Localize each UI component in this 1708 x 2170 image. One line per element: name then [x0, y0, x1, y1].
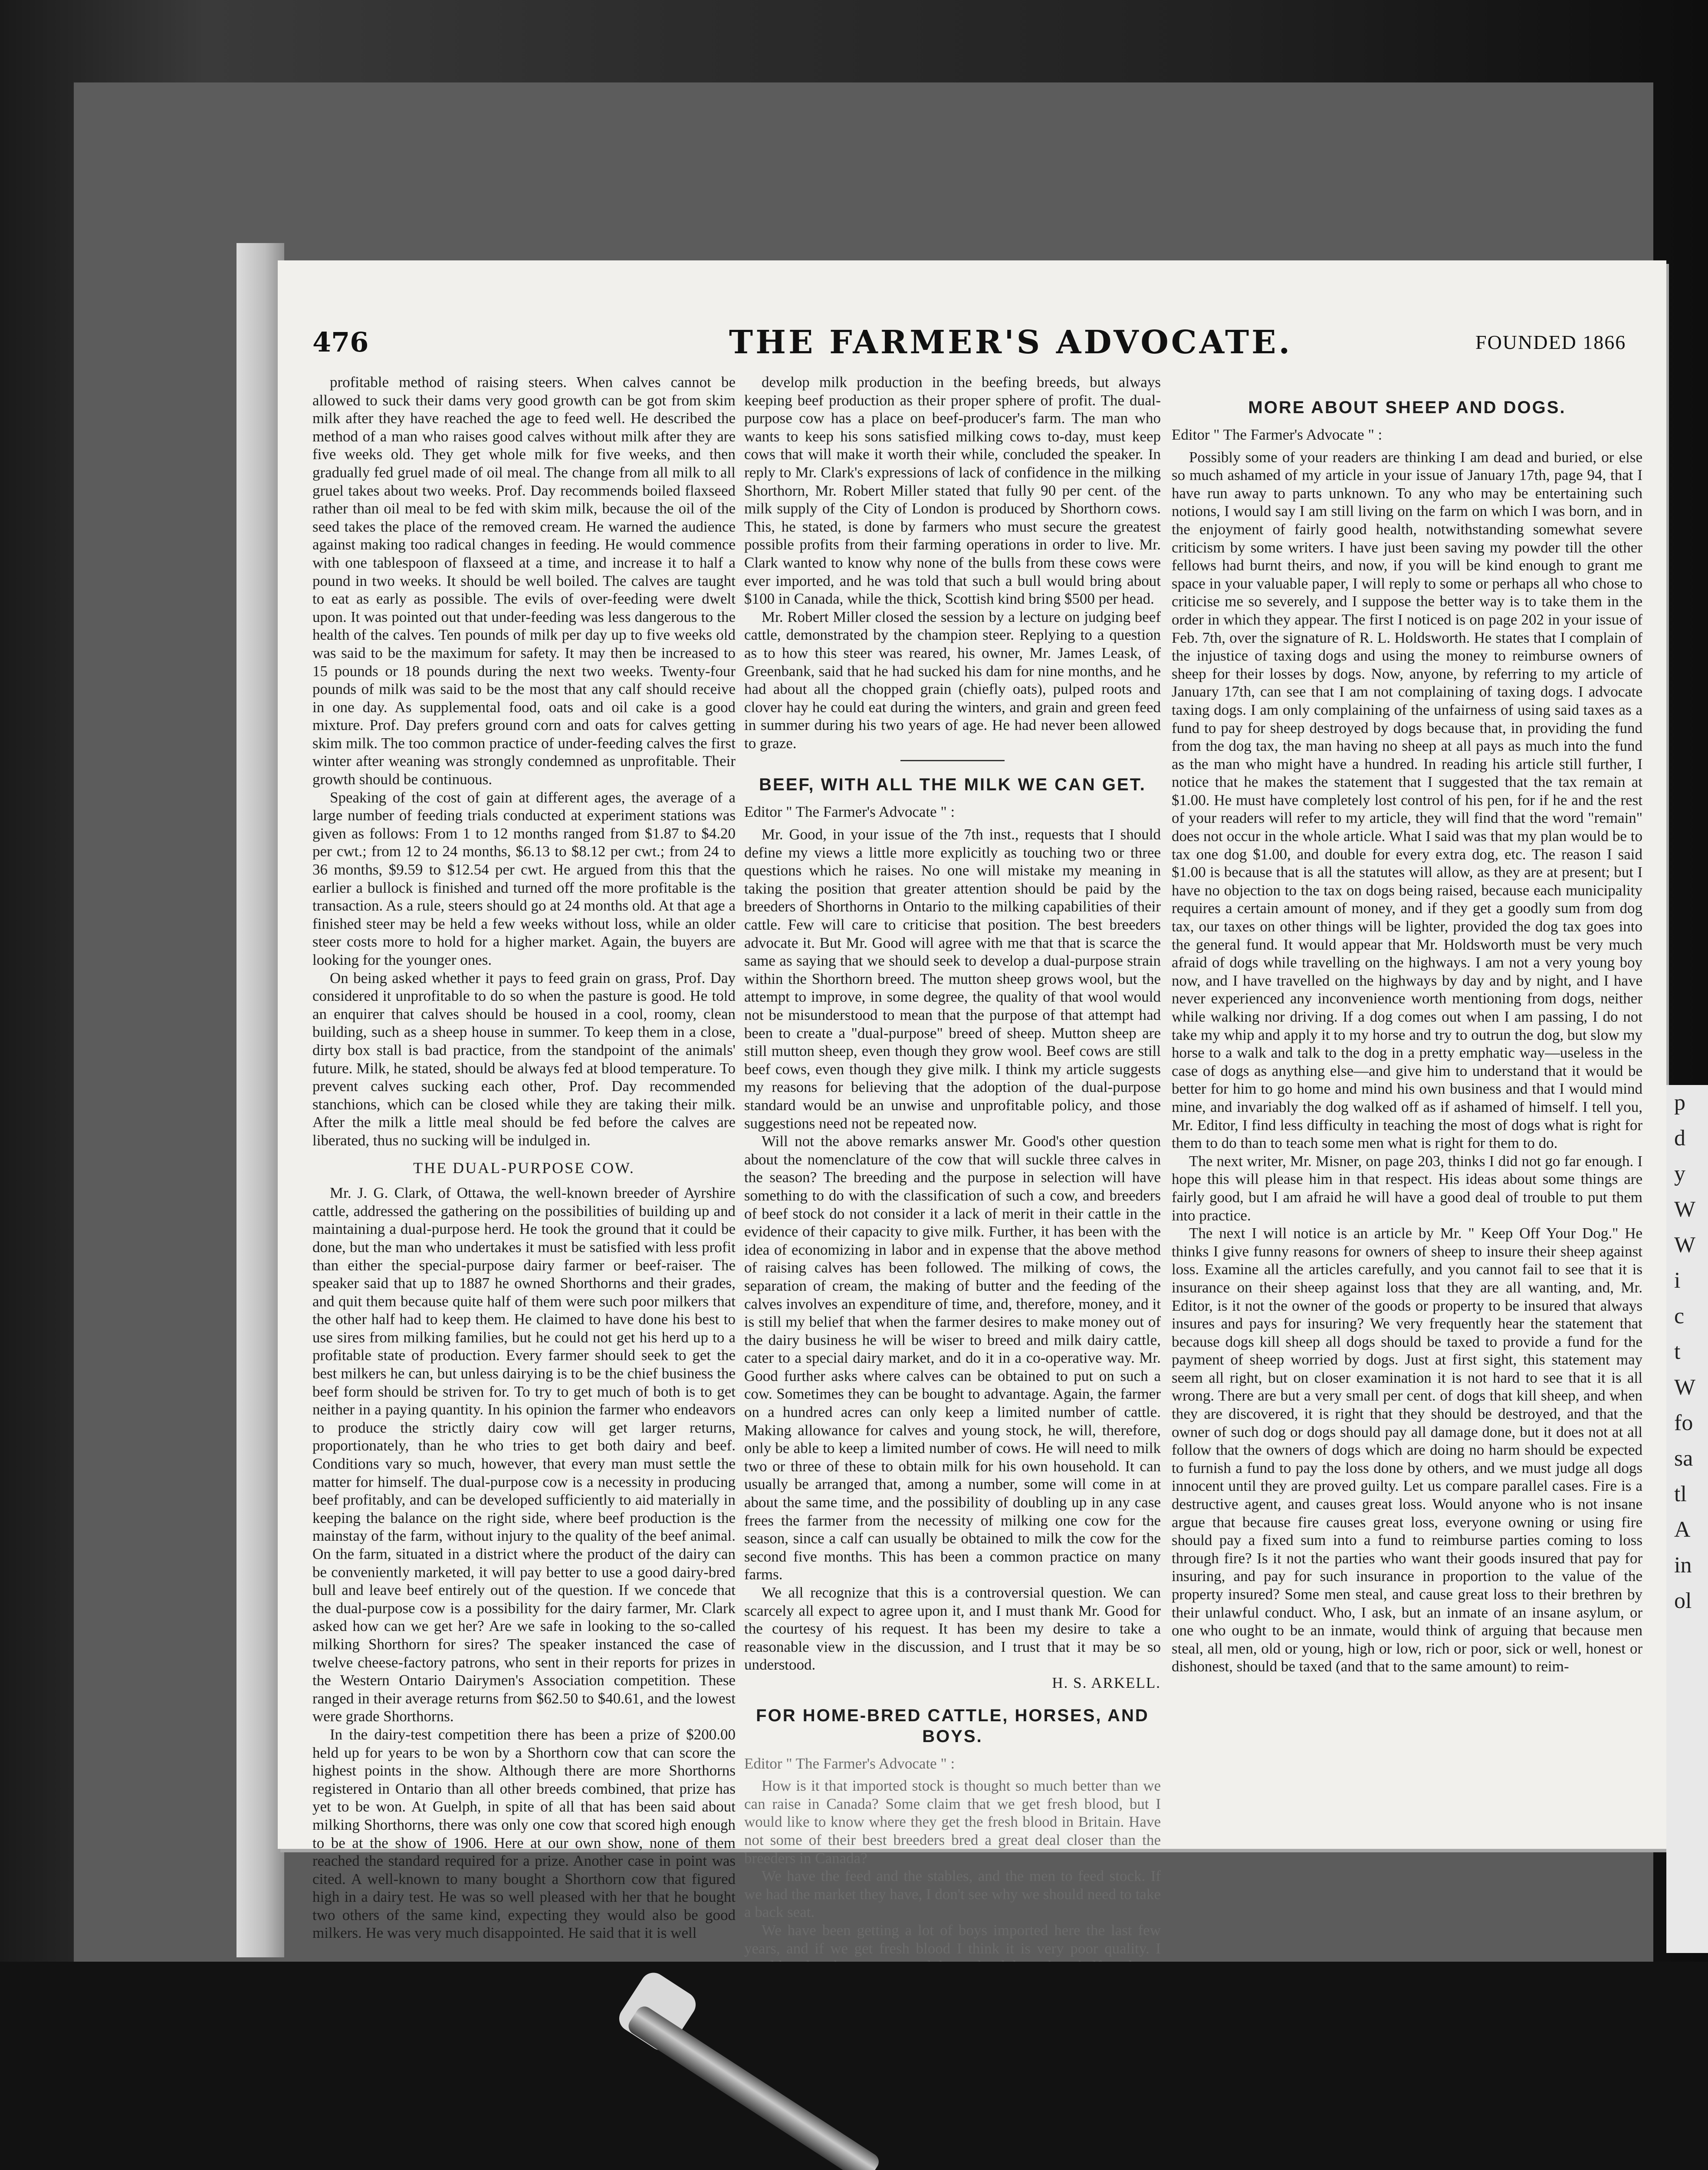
separator-rule — [900, 760, 1005, 761]
edge-letter: fo — [1674, 1410, 1693, 1435]
editor-salutation: Editor " The Farmer's Advocate " : — [744, 803, 955, 821]
edge-letter: d — [1674, 1126, 1685, 1151]
adjacent-page-strip — [1666, 1085, 1708, 1953]
paragraph: Speaking of the cost of gain at different ages, the average of a large number of feeding trials conducted at experiment stations was given as follows: From 1 to 12 months ranged from $1.87 to $4.20 per cwt.; from 12 to 24 months, $6.13 to $8.12 per cwt.; from 24 to 36 months, $9.59 to $12.54 per cwt. He argued from this that the earlier a bullock is finished and turned off the more profitable is the transaction. As a rule, steers should go at 24 months old. At that age a finished steer may be held a few weeks without loss, while an older steer costs more to hold for a higher market. Again, the buyers are looking for the younger ones. — [312, 789, 736, 968]
paragraph: Will not the above remarks answer Mr. Good's other question about the nomenclature of the cow that will suckle three calves in the season? The breeding and the purpose in selection will have something to do with the classification of such a cow, and breeders of beef stock do not consider it a lack of merit in their cattle in the evidence of their capacity to give milk. Further, it has been with the idea of economizing in labor and in expense that the above method of raising calves has been followed. The milking of cows, the separation of cream, the making of butter and the feeding of the calves involves an expenditure of time, and, therefore, money, and it is still my belief that when the farmer desires to make money out of the dairy business he will be wiser to breed and milk dairy cattle, cater to a special dairy market, and do it in a co-operative way. Mr. Good further asks where calves can be obtained to put on such a cow. Sometimes they can be bought to advantage. Again, the farmer on a hundred acres can only keep a limited number of cattle. Making allowance for calves and young stock, he will, therefore, only be able to keep a limited number of cows. He will need to milk two or three of these to obtain milk for his own household. It can usually be arranged that, among a number, some will come in at about the same time, and the possibility of doubling up in any case frees the farmer from the necessity of milking one cow for the season, since a calf can usually be obtained to milk the cow for the second five months. This has been a common practice on many farms. — [744, 1133, 1161, 1583]
edge-letter: A — [1674, 1517, 1691, 1542]
page-header — [312, 326, 1649, 365]
paragraph: Mr. Good, in your issue of the 7th inst., requests that I should define my views a little more explicitly as touching two or three questions which he raises. No one will mistake my meaning in taking the position that greater attention should be paid by the breeders of Shorthorns in Ontario to the milking capabilities of their cattle. Few will care to criticise that position. The best breeders advocate it. But Mr. Good will agree with me that that is scarce the same as saying that we should seek to develop a dual-purpose strain within the Shorthorn breed. The mutton sheep grows wool, but the attempt to improve, in some degree, the quality of that wool would not be misunderstood to mean that the purpose of that attempt had been to create a "dual-purpose" breed of sheep. Mutton sheep are still mutton sheep, even though they grow wool. Beef cows are still beef cows, even though they give milk. I think my article suggests my reasons for believing that the adoption of the dual-purpose standard would be an unwise and unprofitable policy, and those suggestions need not be repeated now. — [744, 826, 1161, 1132]
edge-letter: sa — [1674, 1446, 1693, 1471]
edge-letter: W — [1674, 1233, 1696, 1257]
paragraph: Mr. J. G. Clark, of Ottawa, the well-known breeder of Ayrshire cattle, addressed the gathering on the possibilities of building up and maintaining a dual-purpose herd. He took the ground that it could be done, but the man who undertakes it must be satisfied with less profit than either the special-purpose dairy farmer or beef-raiser. The speaker said that up to 1887 he owned Shorthorns and their grades, and quit them because quite half of them were such poor milkers that the other half had to keep them. He claimed to have done his best to use sires from milking families, but he could not get his herd up to a profitable state of production. Every farmer should seek to get the best milkers he can, but unless dairying is to be the chief business the beef form should be striven for. To try to get much of both is to get neither in a paying quantity. In his opinion the farmer who endeavors to produce the strictly dairy cow will get larger returns, proportionately, than he who tries to get both dairy and beef. Conditions vary so much, however, that every man must settle the matter for himself. The dual-purpose cow is a necessity in producing beef profitably, and can be developed sufficiently to aid materially in keeping the balance on the right side, where beef production is the mainstay of the farm, without injury to the quality of the beef animal. On the farm, situated in a district where the product of the dairy can be conveniently marketed, it will pay better to use a good dairy-bred bull and leave beef entirely out of the question. If we concede that the dual-purpose cow is a possibility for the dairy farmer, Mr. Clark asked how can we get her? Are we safe in looking to the so-called milking Shorthorn for sires? The speaker instanced the case of twelve cheese-factory patrons, who sent in their reports for prizes in the Western Ontario Dairymen's Association competition. These ranged in their average returns from $62.50 to $40.61, and the lowest were grade Shorthorns. — [312, 1184, 736, 1725]
paragraph: On being asked whether it pays to feed grain on grass, Prof. Day considered it unprofitable to do so when the pasture is good. He told an enquirer that calves should be housed in a cool, roomy, clean building, such as a sheep house in summer. To keep them in a close, dirty box stall is bad practice, from the standpoint of the animals' future. Milk, he stated, should be always fed at blood temperature. To prevent calves sucking each other, Prof. Day recommended stanchions, which can be closed while they are taking their milk. After the milk a little meal should be fed before the calves are liberated, thus no sucking will be indulged in. — [312, 969, 736, 1149]
edge-letter: ol — [1674, 1588, 1692, 1613]
edge-letter: in — [1674, 1553, 1692, 1578]
edge-letter: y — [1674, 1161, 1685, 1186]
edge-letter: tl — [1674, 1482, 1687, 1506]
edge-letter: W — [1674, 1197, 1696, 1222]
signature: H. S. ARKELL. — [1052, 1674, 1161, 1691]
paragraph: In the dairy-test competition there has been a prize of $200.00 held up for years to be won by a Shorthorn cow that can score the highest points in the show. Although there are more Shorthorns registered in Ontario than all other breeds combined, that prize has yet to be won. At Guelph, in spite of all that has been said about milking Shorthorns, there was only one cow that scored high enough to be at the show of 1906. Here at our own show, none of them reached the standard required for a prize. Another case in point was cited. A well-known to many bought a Shorthorn cow that figured high in a dairy test. He was so well pleased with her that he bought two others of the same kind, expecting they would also be good milkers. He was very much disappointed. He said that it is well — [312, 1726, 736, 1942]
article-headline: FOR HOME-BRED CATTLE, HORSES, AND BOYS. — [756, 1706, 1149, 1746]
paragraph: We have the feed and the stables, and the men to feed stock. If we had the market they have, I don't see why we should need to take a back seat. — [744, 1868, 1161, 1921]
paragraph: The next I will notice is an article by Mr. " Keep Off Your Dog." He thinks I give funny reasons for owners of sheep to insure their sheep against loss. Examine all the articles carefully, and you cannot fail to see that it is insurance on their sheep against loss that they are all wanting, and, Mr. Editor, is it not the owner of the goods or property to be insured that always insures and pays for insuring? We very frequently hear the statement that because dogs kill sheep all dogs should be taxed to provide a fund for the payment of sheep worried by dogs. Just at first sight, this statement may seem all right, but on closer examination it is not hard to see that it is all wrong. There are but a very small per cent. of dogs that kill sheep, and when they are discovered, it is right that they should be destroyed, and that the owner of such dog or dogs should pay all damage done, but it does not at all follow that the owners of dogs which are doing no harm should be expected to furnish a fund to pay the loss done by others, and we must judge all dogs innocent until they are proved guilty. Let us compare parallel cases. Fire is a destructive agent, and causes great loss. Would anyone who is not insane argue that because fire causes great loss, everyone owning or using fire should pay a fixed sum into a fund to reimburse parties coming to loss through fire? Is it not the parties who want their goods insured that pay for insuring, and pay for such insurance in proportion to the value of the property insured? Some men steal, and cause great loss to their brethren by their unlawful conduct. Who, I ask, but an inmate of an insane asylum, or one who ought to be an inmate, would think of arguing that because men steal, all men, old or young, high or low, rich or poor, sick or well, honest or dishonest, should be taxed (and that to the same amount) to reim- — [1172, 1225, 1642, 1675]
journal-title: THE FARMER'S ADVOCATE. — [729, 324, 1293, 361]
page-number: 476 — [312, 326, 369, 358]
paragraph: We all recognize that this is a controversial question. We can scarcely all expect to agree upon it, and I must thank Mr. Good for the courtesy of his request. It has been my desire to take a reasonable view in the discussion, and I trust that it may be so understood. — [744, 1584, 1161, 1674]
paragraph: profitable method of raising steers. When calves cannot be allowed to suck their dams very good growth can be got from skim milk after they have reached the age to feed well. He described the method of a man who raises good calves without milk after they are five weeks old. They get whole milk for five weeks, and then gradually fed gruel made of oil meal. The change from all milk to all gruel takes about two weeks. Prof. Day recommends boiled flaxseed rather than oil meal to be fed with skim milk, because the oil of the seed takes the place of the removed cream. He warned the audience against making too radical changes in feeding. He would commence with one tablespoon of flaxseed at a time, and increase it to half a pound in two weeks. It should be well boiled. The calves are taught to eat as early as possible. The evils of over-feeding were dwelt upon. It was pointed out that under-feeding was less dangerous to the health of the calves. Ten pounds of milk per day up to five weeks old was said to be the maximum for safety. It may then be increased to 15 pounds or 18 pounds during the next two weeks. Twenty-four pounds of milk was said to be the most that any calf should receive in one day. As supplemental food, oats and oil cake is a good mixture. Prof. Day prefers ground corn and oats for calves getting skim milk. The too common practice of under-feeding calves the first winter after weaning was strongly condemned as unprofitable. Their growth should be continuous. — [312, 374, 736, 788]
edge-letter: p — [1674, 1090, 1685, 1115]
paragraph: How is it that imported stock is thought so much better than we can raise in Canada? Some claim that we get fresh blood, but I would like to know where they get the fresh blood in Britain. Have not some of their best breeders bred a great deal closer than the breeders in Canada? — [744, 1777, 1161, 1867]
article-headline: MORE ABOUT SHEEP AND DOGS. — [1248, 398, 1566, 417]
edge-letter: t — [1674, 1339, 1681, 1364]
section-subhead: THE DUAL-PURPOSE COW. — [413, 1159, 635, 1177]
edge-letter: W — [1674, 1375, 1696, 1400]
paragraph: Mr. Robert Miller closed the session by a lecture on judging beef cattle, demonstrated by the champion steer. Replying to a question as to how this steer was reared, his owner, Mr. James Leask, of Greenbank, said that he had sucked his dam for nine months, and he had about all the chopped grain (chiefly oats), pulped roots and clover hay he could eat during the winters, and grain and green feed in summer during his two years of age. He had never been allowed to graze. — [744, 608, 1161, 752]
editor-salutation: Editor " The Farmer's Advocate " : — [1172, 426, 1383, 443]
column-left — [312, 373, 736, 1942]
edge-letter: i — [1674, 1268, 1681, 1293]
paragraph: We have been getting a lot of boys imported here the last few years, and if we get fresh blood I think it is very poor quality. I — [744, 1921, 1161, 1957]
scanner-bed-shadow — [0, 1962, 1708, 2170]
column-middle — [744, 373, 1161, 1957]
column-right — [1172, 384, 1642, 1812]
page-stack-edge — [236, 243, 284, 1957]
paragraph: The next writer, Mr. Misner, on page 203, thinks I did not go far enough. I hope this will please him in that respect. His ideas about some things are fairly good, but I am afraid he will have a good deal of trouble to put them into practice. — [1172, 1152, 1642, 1224]
paragraph: develop milk production in the beefing breeds, but always keeping beef production as their proper sphere of profit. The dual-purpose cow has a place on beef-producer's farm. The man who wants to keep his sons satisfied milking cows to-day, must keep cows that will make it worth their while, concluded the speaker. In reply to Mr. Clark's expressions of lack of confidence in the milking Shorthorn, Mr. Robert Miller stated that fully 90 per cent. of the milk supply of the City of London is produced by Shorthorn cows. This, he stated, is done by farmers who must secure the greatest possible profits from their farming operations in order to live. Mr. Clark wanted to know why none of the bulls from these cows were ever imported, and he was told that such a bull would bring about $100 in Canada, while the thick, Scottish kind bring $500 per head. — [744, 374, 1161, 608]
article-headline: BEEF, WITH ALL THE MILK WE CAN GET. — [759, 775, 1146, 795]
edge-letter: c — [1674, 1304, 1685, 1328]
founded-line: FOUNDED 1866 — [1475, 331, 1626, 353]
paragraph: Possibly some of your readers are thinking I am dead and buried, or else so much ashamed of my article in your issue of January 17th, page 94, that I have run away to parts unknown. To any who may be entertaining such notions, I would say I am still living on the farm on which I was born, and in the enjoyment of fairly good health, notwithstanding somewhat severe criticism by some writers. I have just been saving my powder till the other fellows had burnt theirs, and now, if you will be kind enough to grant me space in your valuable paper, I will reply to some or perhaps all who chose to criticise me so severely, and I suppose the better way is to take them in the order in which they appear. The first I noticed is on page 202 in your issue of Feb. 7th, over the signature of R. L. Holdsworth. He states that I complain of the injustice of taxing dogs and using the money to reimburse owners of sheep for their losses by dogs. Now, anyone, by referring to my article of January 17th, can see that I am not complaining of taxing dogs. I advocate taxing dogs. I am only complaining of the unfairness of using said taxes as a fund to pay for sheep destroyed by dogs because that, in providing the fund from the dog tax, the man having no sheep at all pays as much into the fund as the man who might have a hundred. In reading his article still further, I notice that he makes the statement that I suggested that the tax remain at $1.00. He must have completely lost control of his pen, for if he and the rest of your readers will refer to my article, they will find that the word "remain" does not occur in the whole article. What I said was that my plan would be to tax one dog $1.00, and double for every extra dog, etc. The reason I said $1.00 is because that is all the statutes will allow, as they are at present; but I have no objection to the tax on dogs being raised, because each municipality requires a certain amount of money, and if they get a goodly sum from dog tax, our taxes on other things will be lighter, provided the dog tax goes into the general fund. It would appear that Mr. Holdsworth must be very much afraid of dogs while travelling on the highways. I am not a very young boy now, and I have travelled on the highways by day and by night, and I have never experienced any inconvenience worth mentioning from dogs, neither while walking nor driving. If a dog comes out when I am passing, I do not take my whip and apply it to my horse and try to outrun the dog, but slow my horse to a walk and talk to the dog in a pretty emphatic way—useless in the case of dogs as anything else—and give him to understand that it would be better for him to go home and mind his own business and that I would mind mine, and invariably the dog walked off as if ashamed of himself. I tell you, Mr. Editor, I find less difficulty in teaching the most of dogs what is right for them to do than to teach some men what is right for them to do. — [1172, 448, 1642, 1152]
editor-salutation: Editor " The Farmer's Advocate " : — [744, 1755, 955, 1772]
